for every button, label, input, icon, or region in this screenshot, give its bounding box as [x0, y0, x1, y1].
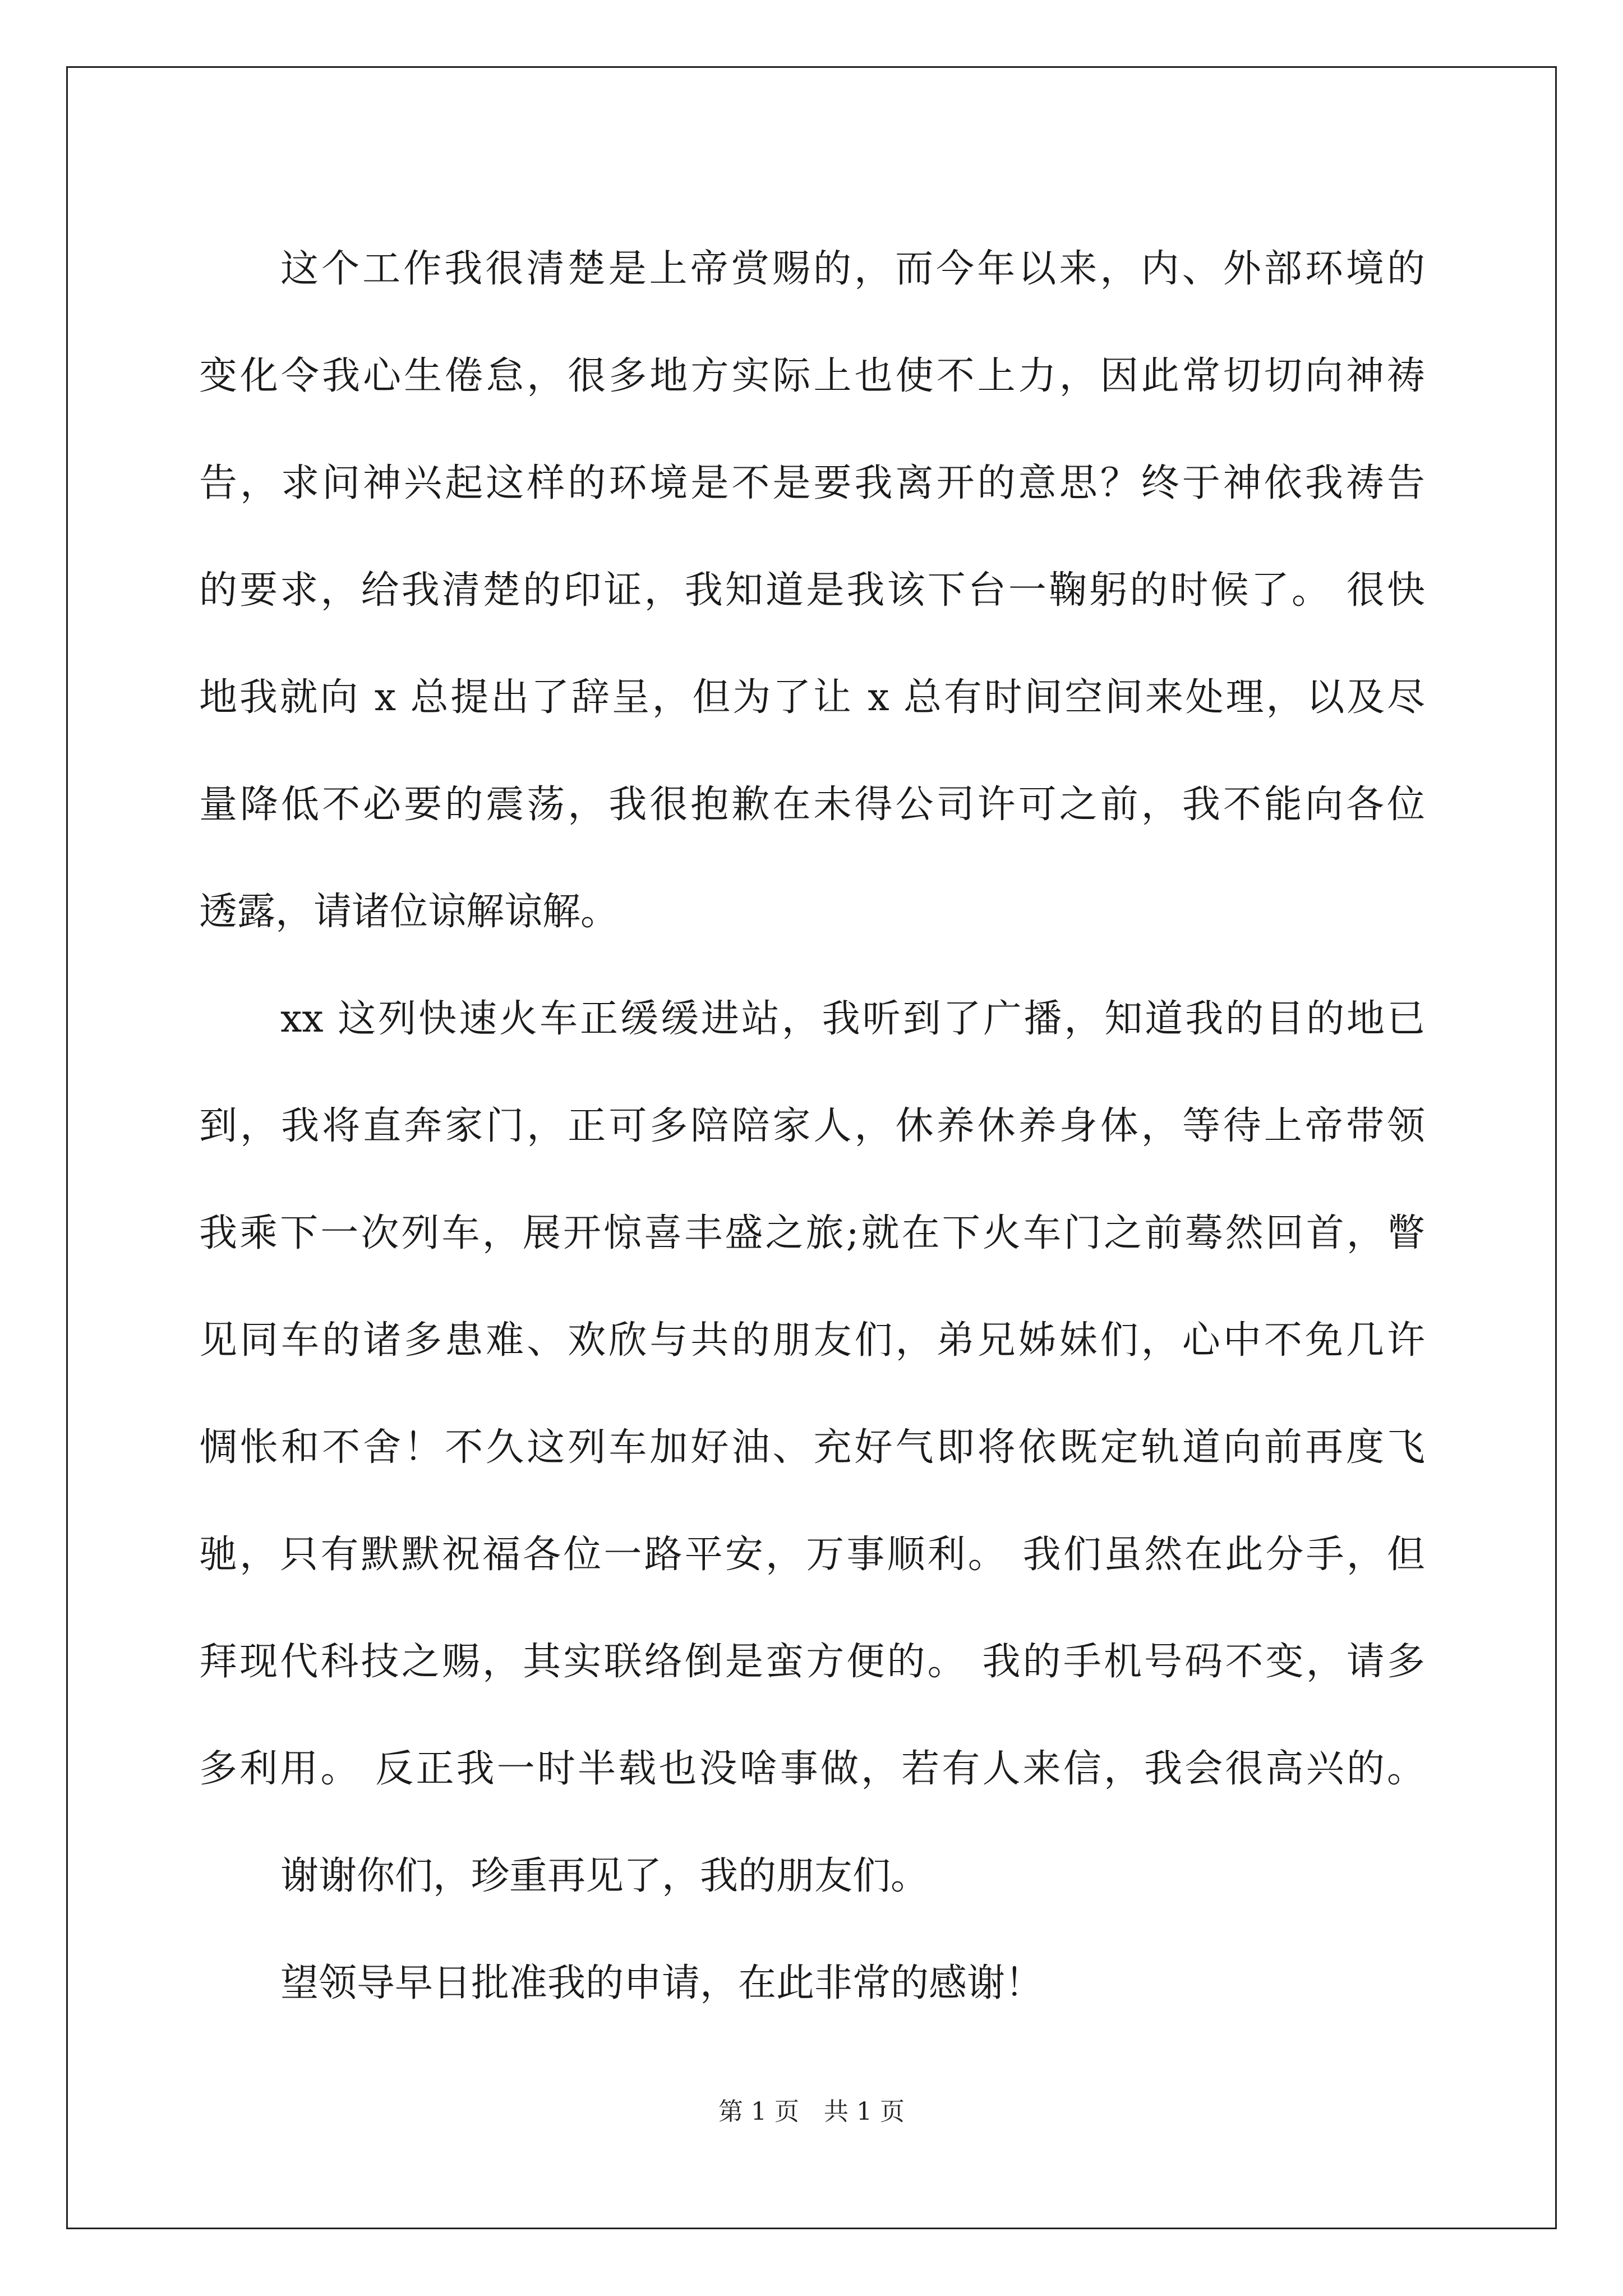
- paragraph-4-line-1: 望领导早日批准我的申请，在此非常的感谢！: [280, 1961, 1044, 2005]
- paragraph-2-line-5: 惆怅和不舍！不久这列车加好油、充好气即将依既定轨道向前再度飞: [199, 1425, 1425, 1470]
- document-body: [199, 215, 1425, 2037]
- paragraph-1-line-6: 量降低不必要的震荡，我很抱歉在未得公司许可之前，我不能向各位: [199, 783, 1425, 827]
- page-number-footer: 第 1 页 共 1 页: [718, 2097, 905, 2126]
- paragraph-1-line-1: 这个工作我很清楚是上帝赏赐的，而今年以来，内、外部环境的: [280, 247, 1425, 291]
- paragraph-2-line-7: 拜现代科技之赐，其实联络倒是蛮方便的。 我的手机号码不变，请多: [199, 1640, 1425, 1684]
- paragraph-1-line-4: 的要求，给我清楚的印证，我知道是我该下台一鞠躬的时候了。 很快: [199, 568, 1425, 613]
- paragraph-3-line-1: 谢谢你们，珍重再见了，我的朋友们。: [280, 1854, 929, 1898]
- paragraph-1-line-5: 地我就向 x 总提出了辞呈，但为了让 x 总有时间空间来处理，以及尽: [199, 675, 1425, 720]
- paragraph-2-line-1: xx 这列快速火车正缓缓进站，我听到了广播，知道我的目的地已: [280, 997, 1425, 1041]
- paragraph-2-line-4: 见同车的诸多患难、欢欣与共的朋友们，弟兄姊妹们，心中不免几许: [199, 1318, 1425, 1363]
- paragraph-2-line-3: 我乘下一次列车，展开惊喜丰盛之旅;就在下火车门之前蓦然回首，瞥: [199, 1211, 1425, 1255]
- paragraph-2-line-8: 多利用。 反正我一时半载也没啥事做，若有人来信，我会很高兴的。: [199, 1747, 1425, 1791]
- paragraph-1-line-3: 告，求问神兴起这样的环境是不是要我离开的意思？终于神依我祷告: [199, 461, 1425, 505]
- paragraph-1-line-2: 变化令我心生倦怠，很多地方实际上也使不上力，因此常切切向神祷: [199, 354, 1425, 398]
- paragraph-2-line-6: 驰，只有默默祝福各位一路平安，万事顺利。 我们虽然在此分手，但: [199, 1533, 1425, 1577]
- paragraph-1-line-7: 透露，请诸位谅解谅解。: [199, 890, 619, 934]
- paragraph-2-line-2: 到，我将直奔家门，正可多陪陪家人，休养休养身体，等待上帝带领: [199, 1104, 1425, 1148]
